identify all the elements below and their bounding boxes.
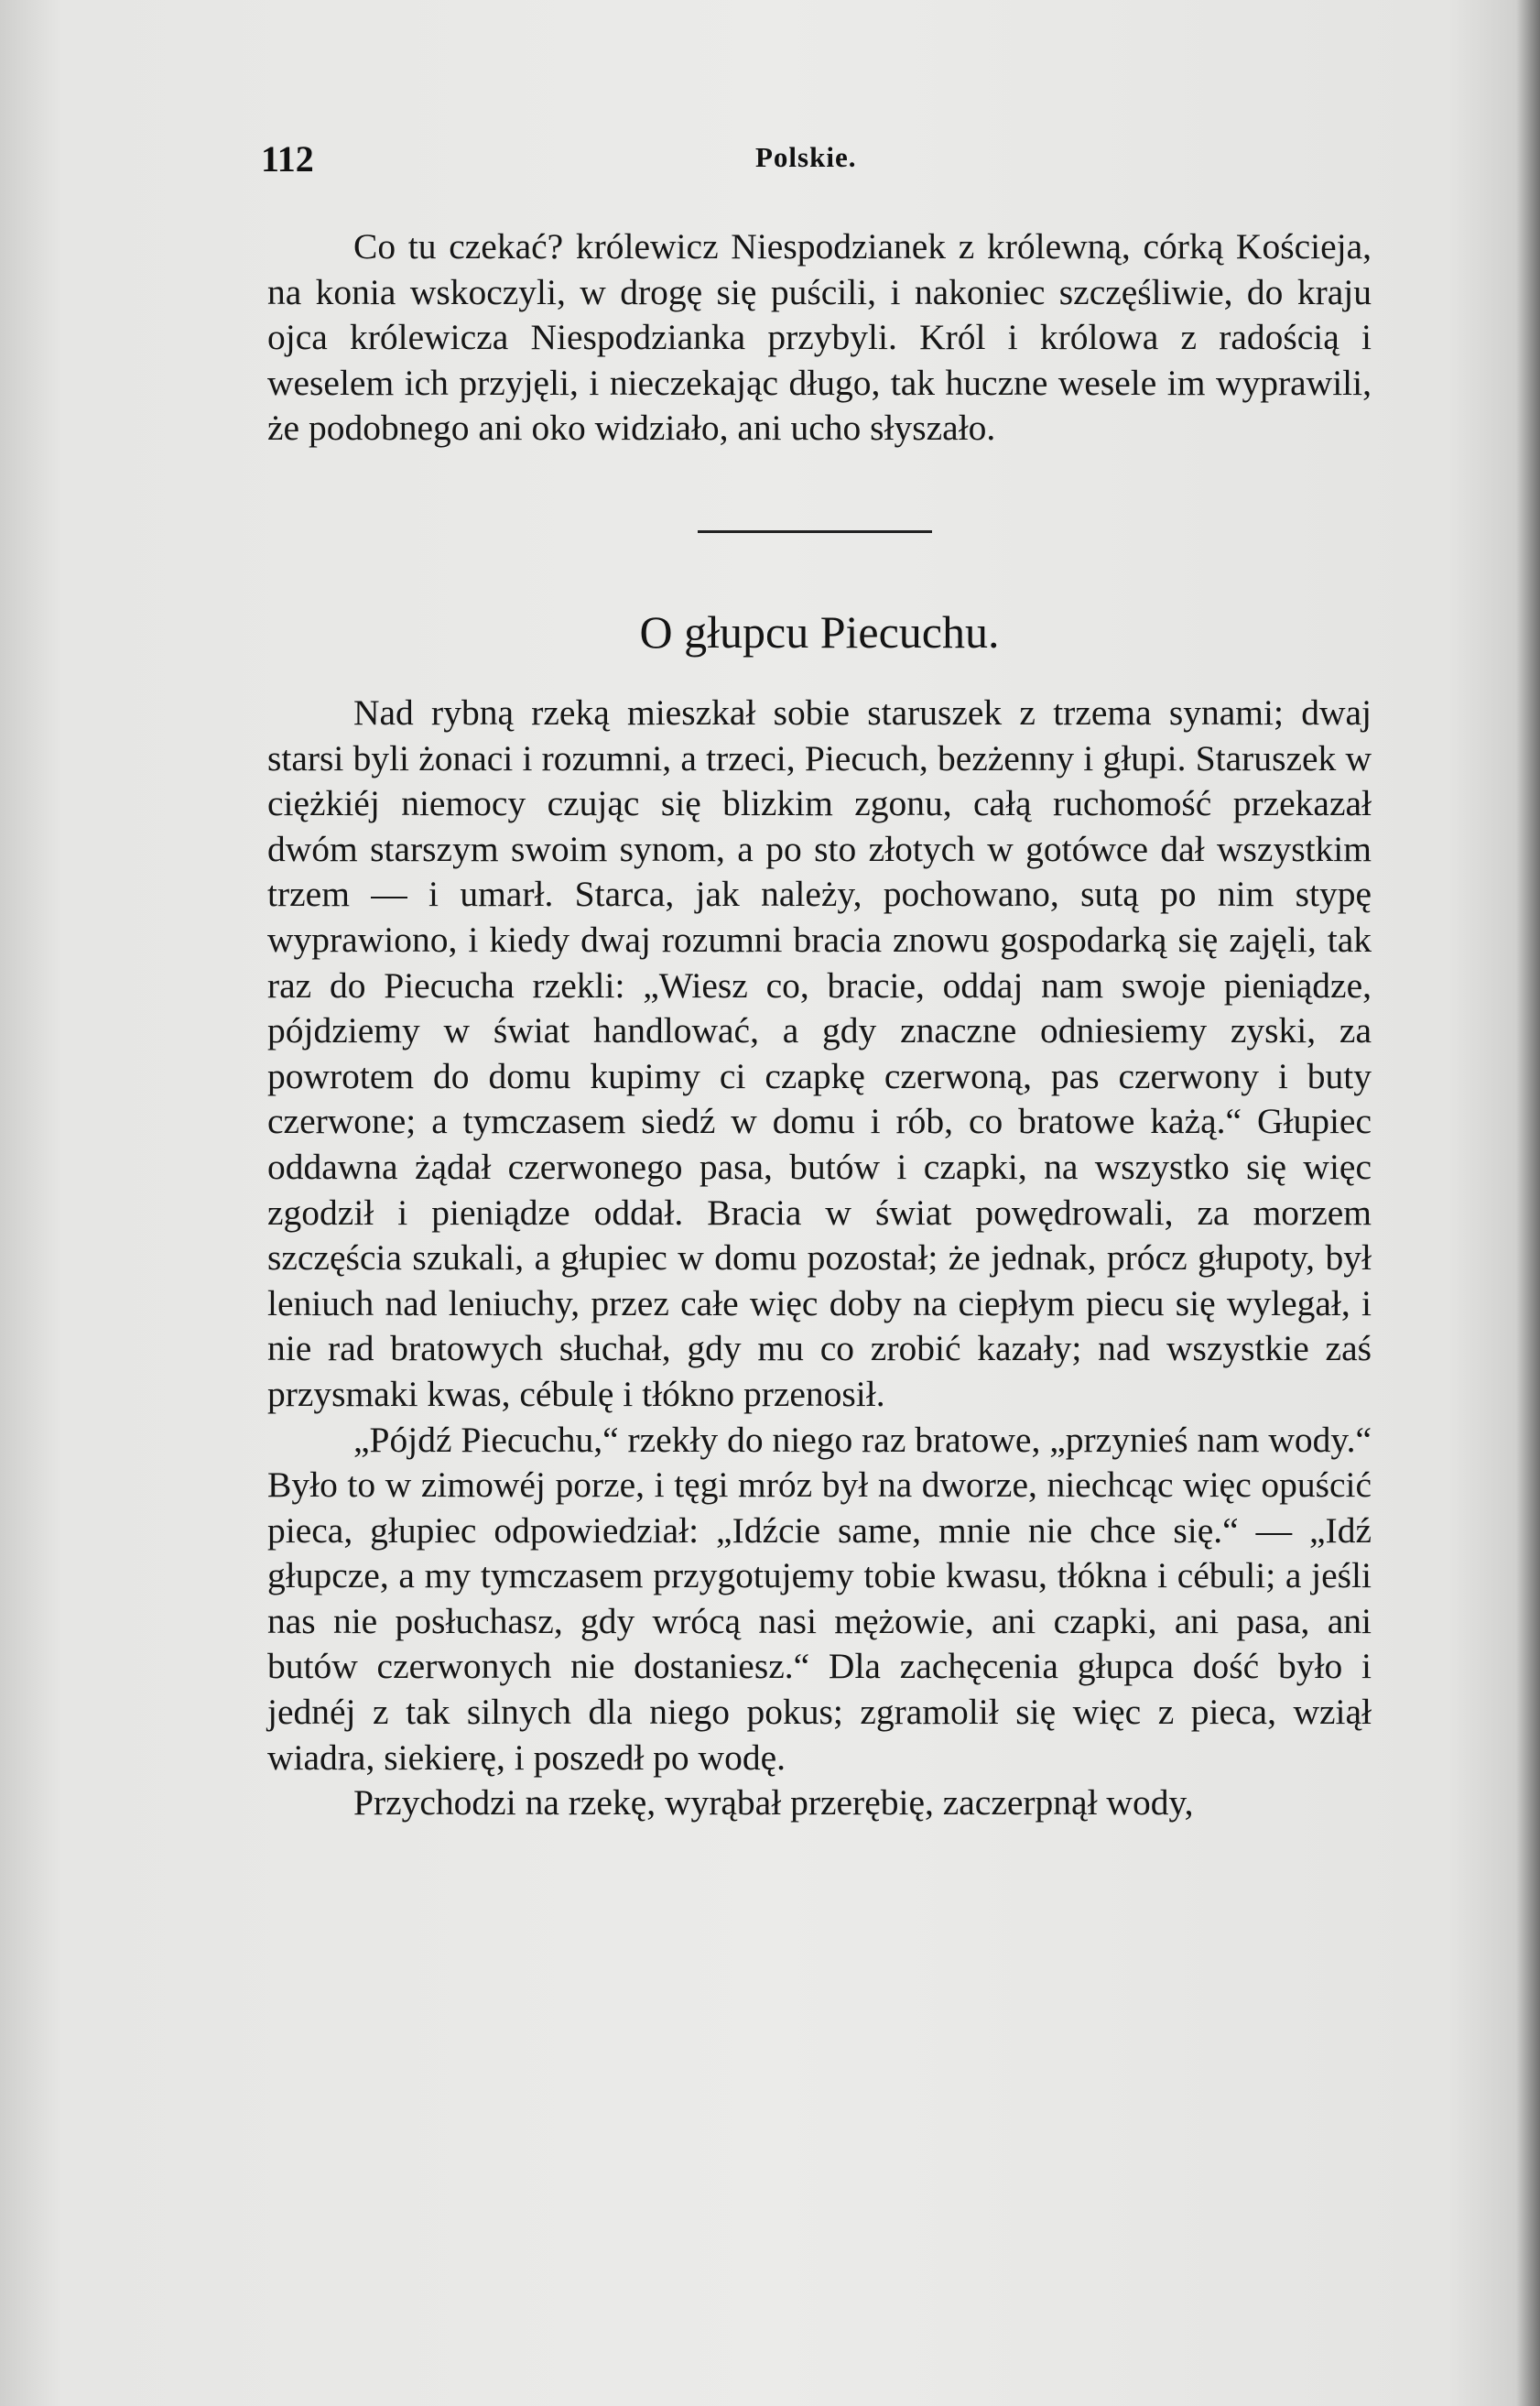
story-paragraph-2: „Pójdź Piecuchu,“ rzekły do niego raz bratowe, „przynieś nam wody.“ Było to w zimowéj porze, i tęgi mróz był na dworze, niechcąc więc opuścić pieca, głupiec odpowiedział: „Idźcie same, mnie nie chce się.“ — „Idź głupcze, a my tymczasem przygotujemy tobie kwasu, tłókna i cébuli; a jeśli nas nie posłuchasz, gdy wrócą nasi mężowie, ani czapki, ani pasa, ani butów czerwonych nie dostaniesz.“ Dla zachęcenia głupca dość było i jednéj z tak silnych dla niego pokus; zgramolił się więc z pieca, wziął wiadra, siekierę, i poszedł po wodę. [267, 1419, 1372, 1778]
story-title: O głupcu Piecuchu. [639, 606, 1000, 658]
page-header [261, 137, 1378, 183]
story-paragraph-3: Przychodzi na rzekę, wyrąbał przerębię, zaczerpnął wody, [353, 1782, 1194, 1824]
running-head: Polskie. [755, 141, 857, 173]
page-number: 112 [261, 138, 314, 180]
section-separator-rule [698, 530, 932, 533]
intro-paragraph: Co tu czekać? królewicz Niespodzianek z królewną, córką Kościeja, na konia wskoczyli, w drogę się puścili, i nakoniec szczęśliwie, do kraju ojca królewicza Niespodzianka przybyli. Król i królowa z radością i weselem ich przyjęli, i nieczekając długo, tak huczne wesele im wyprawili, że podobnego ani oko widziało, ani ucho słyszało. [267, 226, 1372, 449]
story-paragraph-1: Nad rybną rzeką mieszkał sobie staruszek z trzema synami; dwaj starsi byli żonaci i rozumni, a trzeci, Piecuch, bezżenny i głupi. Staruszek w ciężkiéj niemocy czując się blizkim zgonu, całą ruchomość przekazał dwóm starszym swoim synom, a po sto złotych w gotówce dał wszystkim trzem — i umarł. Starca, jak należy, pochowano, sutą po nim stypę wyprawiono, i kiedy dwaj rozumni bracia znowu gospodarką się zajęli, tak raz do Piecucha rzekli: „Wiesz co, bracie, oddaj nam swoje pieniądze, pójdziemy w świat handlować, a gdy znaczne odniesiemy zyski, za powrotem do domu kupimy ci czapkę czerwoną, pas czerwony i buty czerwone; a tymczasem siedź w domu i rób, co bratowe każą.“ Głupiec oddawna żądał czerwonego pasa, butów i czapki, na wszystko się więc zgodził i pieniądze oddał. Bracia w świat powędrowali, za morzem szczęścia szukali, a głupiec w domu pozostał; że jednak, prócz głupoty, był leniuch nad leniuchy, przez całe więc doby na ciepłym piecu się wylegał, i nie rad bratowych słuchał, gdy mu co zrobić kazały; nad wszystkie zaś przysmaki kwas, cébulę i tłókno przenosił. [267, 692, 1372, 1414]
story-text-block [267, 691, 1372, 1826]
intro-text-block [267, 224, 1372, 452]
